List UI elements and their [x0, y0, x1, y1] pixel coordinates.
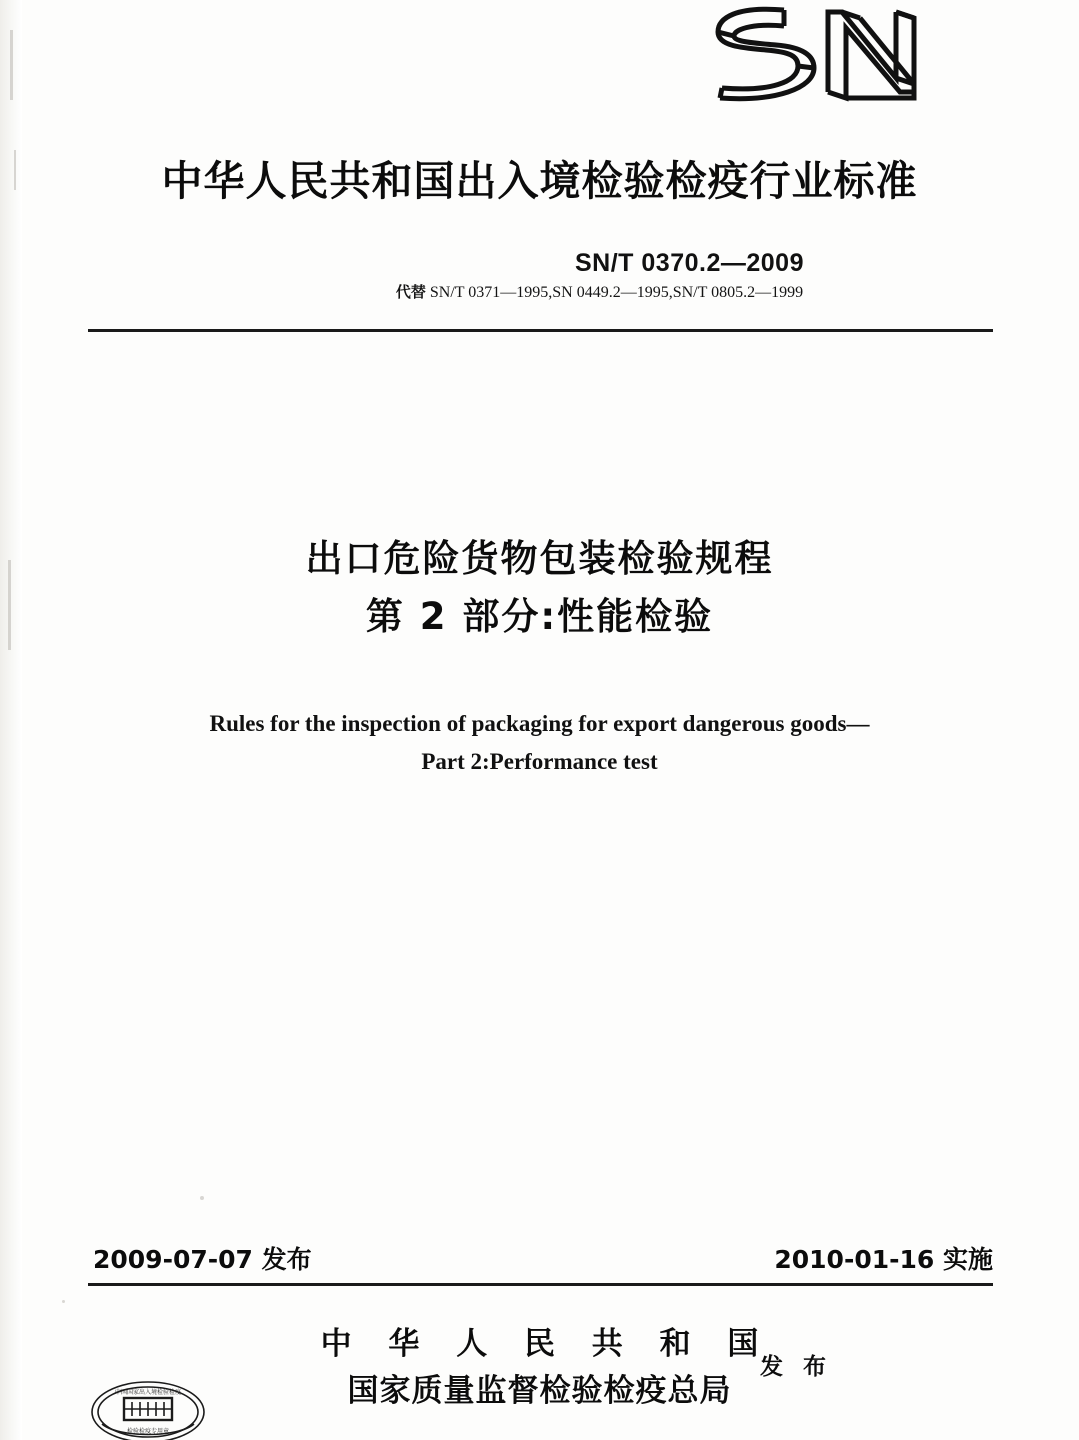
- issuer-line-2: 国家质量监督检验检疫总局: [347, 1373, 732, 1409]
- issuer-line-1: 中 华 人 民 共 和 国: [320, 1326, 772, 1362]
- issuer-publish-label: 发 布: [760, 1354, 833, 1380]
- scan-speck: [200, 1196, 204, 1200]
- header-divider: [88, 329, 993, 332]
- implementation-date: 2010-01-16 实施: [774, 1245, 993, 1274]
- replaces-prefix: 代替: [395, 283, 426, 301]
- svg-text:检验检疫专用章: 检验检疫专用章: [126, 1428, 170, 1435]
- scan-speck: [10, 30, 13, 100]
- footer-divider: [88, 1283, 993, 1286]
- issue-date: 2009-07-07 发布: [93, 1245, 312, 1274]
- organization-title: 中华人民共和国出入境检验检疫行业标准: [161, 157, 918, 205]
- svg-text:中国国家出入境检验检疫: 中国国家出入境检验检疫: [114, 1389, 182, 1396]
- replaces-text: SN/T 0371—1995,SN 0449.2—1995,SN/T 0805.2—1999: [429, 284, 804, 301]
- replaces-line: [0, 281, 1079, 302]
- sn-emblem-icon: [700, 0, 960, 112]
- document-title-en-line2: Part 2:Performance test: [421, 749, 658, 774]
- document-title: [0, 530, 1079, 646]
- ciq-seal-icon: [88, 1378, 208, 1440]
- document-title-en-line1: Rules for the inspection of packaging for export dangerous goods—: [209, 711, 870, 736]
- scan-speck: [62, 1300, 65, 1303]
- document-title-line1: 出口危险货物包装检验规程: [305, 537, 774, 580]
- document-title-line2: 第 2 部分:性能检验: [365, 595, 714, 638]
- document-title-english: [0, 705, 1079, 781]
- standard-number: SN/T 0370.2—2009: [575, 249, 804, 277]
